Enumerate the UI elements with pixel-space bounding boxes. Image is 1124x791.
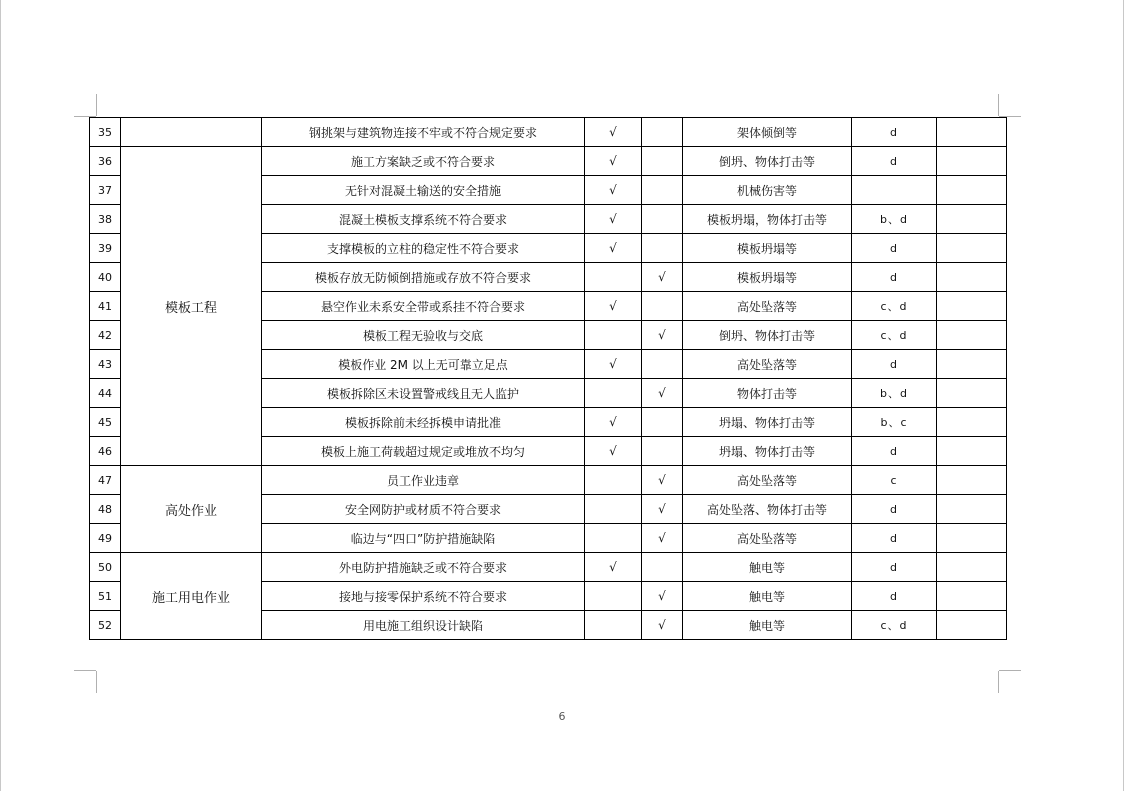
check-cell-2 [642,234,683,263]
row-number: 41 [90,292,121,321]
hazard-cell: 临边与“四口”防护措施缺陷 [262,524,585,553]
consequence-cell: 架体倾倒等 [683,118,852,147]
row-number: 39 [90,234,121,263]
consequence-cell: 高处坠落等 [683,350,852,379]
check-cell-1 [585,582,642,611]
level-cell: d [852,495,937,524]
hazard-cell: 安全网防护或材质不符合要求 [262,495,585,524]
consequence-cell: 高处坠落、物体打击等 [683,495,852,524]
level-cell: c、d [852,611,937,640]
hazard-cell: 钢挑架与建筑物连接不牢或不符合规定要求 [262,118,585,147]
level-cell: c [852,466,937,495]
level-cell: b、d [852,379,937,408]
crop-mark [96,94,97,116]
level-cell: d [852,350,937,379]
consequence-cell: 模板坍塌等 [683,234,852,263]
check-cell-1 [585,611,642,640]
consequence-cell: 触电等 [683,582,852,611]
check-cell-2 [642,176,683,205]
hazard-cell: 用电施工组织设计缺陷 [262,611,585,640]
extra-cell [937,350,1007,379]
extra-cell [937,263,1007,292]
row-number: 44 [90,379,121,408]
row-number: 45 [90,408,121,437]
hazard-cell: 模板作业 2M 以上无可靠立足点 [262,350,585,379]
check-cell-1 [585,321,642,350]
consequence-cell: 物体打击等 [683,379,852,408]
page-edge-left [0,0,1,791]
row-number: 40 [90,263,121,292]
check-cell-1 [585,495,642,524]
check-cell-2 [642,292,683,321]
hazard-cell: 员工作业违章 [262,466,585,495]
check-cell-1: √ [585,292,642,321]
hazard-table [89,117,1007,640]
check-cell-2: √ [642,321,683,350]
check-cell-1 [585,379,642,408]
extra-cell [937,234,1007,263]
check-cell-2: √ [642,466,683,495]
consequence-cell: 机械伤害等 [683,176,852,205]
hazard-cell: 接地与接零保护系统不符合要求 [262,582,585,611]
hazard-cell: 悬空作业未系安全带或系挂不符合要求 [262,292,585,321]
check-cell-2 [642,553,683,582]
row-number: 48 [90,495,121,524]
check-cell-1 [585,466,642,495]
level-cell: c、d [852,292,937,321]
check-cell-1: √ [585,176,642,205]
extra-cell [937,582,1007,611]
row-number: 47 [90,466,121,495]
level-cell: d [852,553,937,582]
level-cell: b、c [852,408,937,437]
check-cell-1: √ [585,437,642,466]
hazard-cell: 外电防护措施缺乏或不符合要求 [262,553,585,582]
check-cell-1: √ [585,350,642,379]
row-number: 35 [90,118,121,147]
category-cell [121,118,262,147]
hazard-cell: 模板工程无验收与交底 [262,321,585,350]
row-number: 37 [90,176,121,205]
row-number: 42 [90,321,121,350]
extra-cell [937,553,1007,582]
row-number: 52 [90,611,121,640]
category-cell: 施工用电作业 [121,553,262,640]
extra-cell [937,205,1007,234]
row-number: 43 [90,350,121,379]
check-cell-2 [642,350,683,379]
check-cell-1: √ [585,147,642,176]
hazard-cell: 模板存放无防倾倒措施或存放不符合要求 [262,263,585,292]
check-cell-1 [585,263,642,292]
consequence-cell: 高处坠落等 [683,524,852,553]
check-cell-2 [642,408,683,437]
consequence-cell: 模板坍塌，物体打击等 [683,205,852,234]
consequence-cell: 坍塌、物体打击等 [683,408,852,437]
level-cell: c、d [852,321,937,350]
check-cell-2: √ [642,524,683,553]
level-cell: d [852,524,937,553]
row-number: 51 [90,582,121,611]
row-number: 46 [90,437,121,466]
hazard-cell: 支撑模板的立柱的稳定性不符合要求 [262,234,585,263]
check-cell-2 [642,147,683,176]
check-cell-1 [585,524,642,553]
table-row [90,118,1007,147]
check-cell-1: √ [585,234,642,263]
consequence-cell: 高处坠落等 [683,466,852,495]
level-cell: d [852,263,937,292]
check-cell-2: √ [642,582,683,611]
hazard-cell: 施工方案缺乏或不符合要求 [262,147,585,176]
row-number: 38 [90,205,121,234]
check-cell-2 [642,437,683,466]
extra-cell [937,524,1007,553]
check-cell-1: √ [585,118,642,147]
check-cell-2 [642,205,683,234]
check-cell-1: √ [585,408,642,437]
extra-cell [937,118,1007,147]
consequence-cell: 触电等 [683,611,852,640]
row-number: 36 [90,147,121,176]
level-cell: d [852,234,937,263]
level-cell: b、d [852,205,937,234]
row-number: 50 [90,553,121,582]
extra-cell [937,408,1007,437]
check-cell-2: √ [642,611,683,640]
check-cell-2: √ [642,263,683,292]
check-cell-2 [642,118,683,147]
level-cell [852,176,937,205]
category-cell: 高处作业 [121,466,262,553]
crop-mark [998,671,999,693]
crop-mark [74,670,96,671]
hazard-cell: 无针对混凝土输送的安全措施 [262,176,585,205]
consequence-cell: 高处坠落等 [683,292,852,321]
extra-cell [937,379,1007,408]
consequence-cell: 模板坍塌等 [683,263,852,292]
extra-cell [937,176,1007,205]
check-cell-2: √ [642,379,683,408]
extra-cell [937,611,1007,640]
hazard-cell: 模板上施工荷载超过规定或堆放不均匀 [262,437,585,466]
check-cell-1: √ [585,553,642,582]
consequence-cell: 倒坍、物体打击等 [683,321,852,350]
hazard-cell: 模板拆除前未经拆模申请批准 [262,408,585,437]
level-cell: d [852,118,937,147]
level-cell: d [852,437,937,466]
check-cell-2: √ [642,495,683,524]
level-cell: d [852,582,937,611]
check-cell-1: √ [585,205,642,234]
table-row [90,466,1007,495]
table-row [90,147,1007,176]
consequence-cell: 坍塌、物体打击等 [683,437,852,466]
extra-cell [937,466,1007,495]
hazard-cell: 混凝土模板支撑系统不符合要求 [262,205,585,234]
row-number: 49 [90,524,121,553]
crop-mark [999,670,1021,671]
extra-cell [937,495,1007,524]
table-row [90,553,1007,582]
extra-cell [937,292,1007,321]
extra-cell [937,437,1007,466]
crop-mark [96,671,97,693]
consequence-cell: 倒坍、物体打击等 [683,147,852,176]
crop-mark [998,94,999,116]
extra-cell [937,321,1007,350]
page-number: 6 [558,710,566,723]
consequence-cell: 触电等 [683,553,852,582]
level-cell: d [852,147,937,176]
category-cell: 模板工程 [121,147,262,466]
hazard-cell: 模板拆除区未设置警戒线且无人监护 [262,379,585,408]
extra-cell [937,147,1007,176]
